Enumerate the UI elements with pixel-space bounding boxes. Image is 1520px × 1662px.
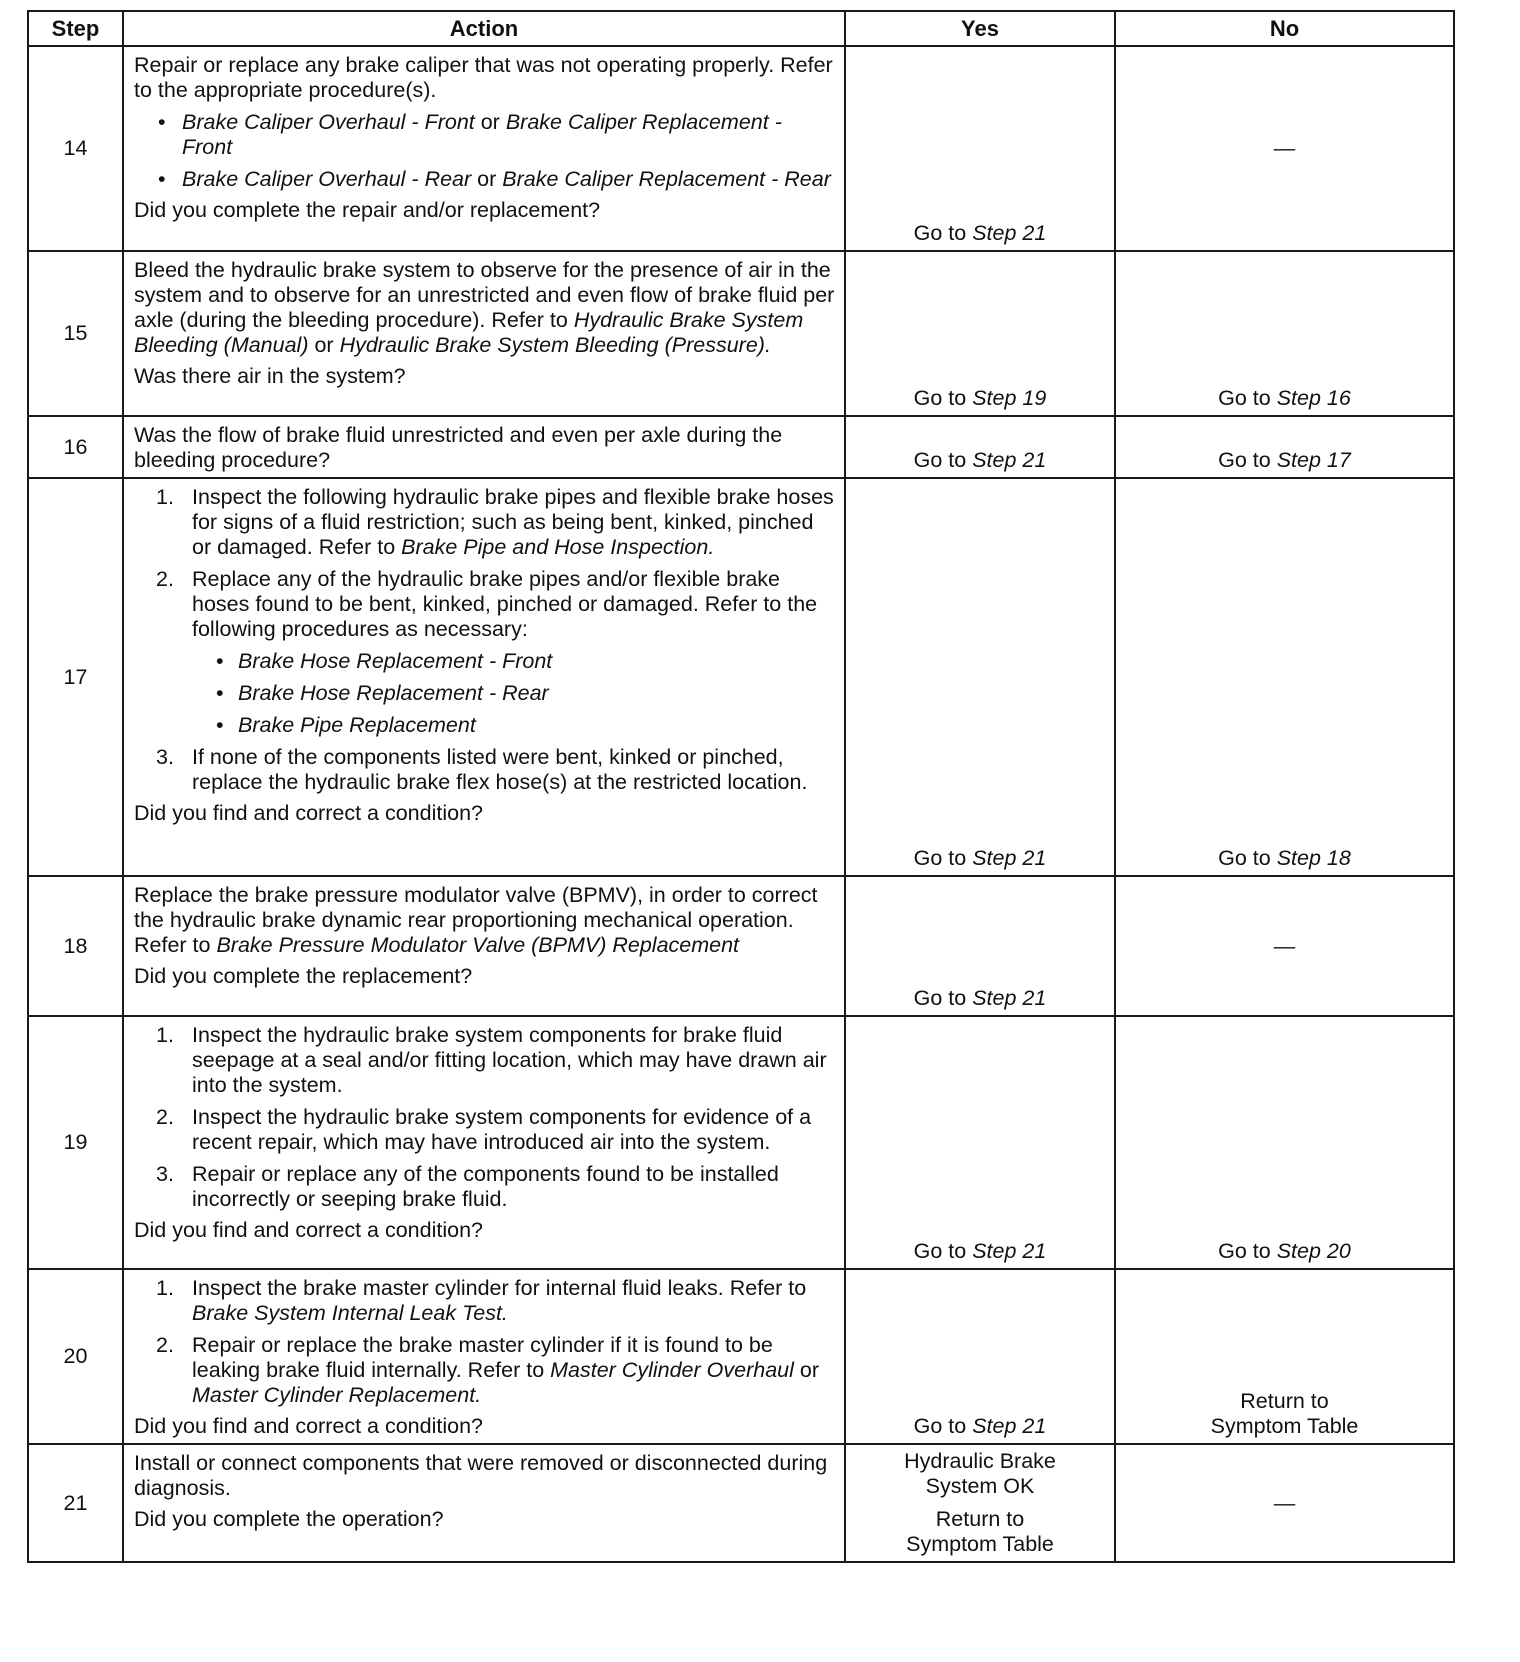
action-cell	[123, 251, 845, 416]
diagnostic-table	[27, 10, 1455, 1563]
not-applicable-dash: —	[1273, 1490, 1296, 1515]
action-text: Bleed the hydraulic brake system to observe for the presence of air in the system and to observe for an unrestricted and even flow of brake fluid per axle (during the bleeding procedure). Refer to Hydraulic Brake System Bleeding (Manual) or Hydraulic Brake System Bleeding (Pressure).	[134, 258, 835, 357]
no-cell: Go to Step 20	[1115, 1016, 1454, 1269]
table-row-step-15	[28, 251, 1454, 416]
not-applicable-dash: —	[1273, 933, 1296, 958]
no-line: Return to	[1240, 1389, 1329, 1413]
step-number: 20	[28, 1269, 123, 1444]
yes-cell: Go to Step 21	[845, 416, 1115, 478]
table-row-step-16	[28, 416, 1454, 478]
numbered-item: 2. Replace any of the hydraulic brake pipes and/or flexible brake hoses found to be bent, kinked, pinched or damaged. Refer to the following procedures as necessary:	[156, 567, 818, 641]
step-number: 15	[28, 251, 123, 416]
step-number: 18	[28, 876, 123, 1016]
procedure-bullet: • Brake Hose Replacement - Rear	[134, 681, 836, 706]
yes-cell: Go to Step 21	[845, 876, 1115, 1016]
yes-line: System OK	[925, 1474, 1035, 1498]
no-cell	[1115, 46, 1454, 251]
action-cell	[123, 876, 845, 1016]
table-row-step-14	[28, 46, 1454, 251]
action-question: Did you find and correct a condition?	[134, 1218, 483, 1242]
header-step: Step	[28, 11, 123, 46]
action-question: Was the flow of brake fluid unrestricted and even per axle during the bleeding procedure?	[134, 423, 783, 472]
action-question: Did you complete the replacement?	[134, 964, 473, 988]
action-question: Did you complete the repair and/or replacement?	[134, 198, 601, 222]
table-row-step-18	[28, 876, 1454, 1016]
step-number: 14	[28, 46, 123, 251]
action-cell	[123, 416, 845, 478]
yes-cell: Go to Step 21	[845, 46, 1115, 251]
action-question: Did you find and correct a condition?	[134, 1414, 483, 1438]
step-number: 16	[28, 416, 123, 478]
numbered-item: 1. Inspect the following hydraulic brake pipes and flexible brake hoses for signs of a fluid restriction; such as being bent, kinked, pinched or damaged. Refer to Brake Pipe and Hose Inspection.	[156, 485, 834, 559]
action-question: Was there air in the system?	[134, 364, 406, 388]
yes-line: Return to	[935, 1507, 1025, 1531]
table-row-step-21	[28, 1444, 1454, 1562]
action-cell	[123, 1016, 845, 1269]
yes-cell	[845, 1444, 1115, 1562]
no-cell: Go to Step 18	[1115, 478, 1454, 876]
step-number: 21	[28, 1444, 123, 1562]
numbered-item: 3. Repair or replace any of the components found to be installed incorrectly or seeping brake fluid.	[156, 1162, 779, 1211]
action-cell	[123, 1444, 845, 1562]
yes-cell: Go to Step 21	[845, 1269, 1115, 1444]
header-yes: Yes	[845, 11, 1115, 46]
table-row-step-19	[28, 1016, 1454, 1269]
no-cell: Go to Step 16	[1115, 251, 1454, 416]
header-action: Action	[123, 11, 845, 46]
step-number: 17	[28, 478, 123, 876]
action-question: Did you find and correct a condition?	[134, 801, 483, 825]
no-cell	[1115, 1269, 1454, 1444]
yes-line: Symptom Table	[906, 1532, 1054, 1556]
step-number: 19	[28, 1016, 123, 1269]
numbered-item: 2. Inspect the hydraulic brake system components for evidence of a recent repair, which may have introduced air into the system.	[156, 1105, 812, 1154]
table-row-step-20	[28, 1269, 1454, 1444]
yes-cell: Go to Step 19	[845, 251, 1115, 416]
yes-cell: Go to Step 21	[845, 1016, 1115, 1269]
header-row	[28, 11, 1454, 46]
no-cell	[1115, 876, 1454, 1016]
procedure-bullet: • Brake Pipe Replacement	[134, 713, 836, 738]
action-cell	[123, 46, 845, 251]
no-cell	[1115, 1444, 1454, 1562]
numbered-item: 3. If none of the components listed were bent, kinked or pinched, replace the hydraulic brake flex hose(s) at the restricted location.	[156, 745, 808, 794]
no-cell: Go to Step 17	[1115, 416, 1454, 478]
no-line: Symptom Table	[1210, 1414, 1359, 1438]
header-no: No	[1115, 11, 1454, 46]
action-text: Install or connect components that were removed or disconnected during diagnosis.	[134, 1451, 828, 1500]
numbered-item: 2. Repair or replace the brake master cylinder if it is found to be leaking brake fluid internally. Refer to Master Cylinder Overhaul or Master Cylinder Replacement.	[156, 1333, 819, 1407]
yes-cell: Go to Step 21	[845, 478, 1115, 876]
procedure-bullet: • Brake Caliper Overhaul - Rear or Brake Caliper Replacement - Rear	[134, 167, 836, 192]
action-cell	[123, 1269, 845, 1444]
action-cell	[123, 478, 845, 876]
action-question: Did you complete the operation?	[134, 1507, 444, 1531]
numbered-item: 1. Inspect the brake master cylinder for internal fluid leaks. Refer to Brake System Internal Leak Test.	[156, 1276, 807, 1325]
procedure-bullet: • Brake Caliper Overhaul - Front or Brake Caliper Replacement - Front	[134, 110, 836, 160]
action-intro: Repair or replace any brake caliper that was not operating properly. Refer to the appropriate procedure(s).	[134, 53, 833, 102]
numbered-item: 1. Inspect the hydraulic brake system components for brake fluid seepage at a seal and/or fitting location, which may have drawn air into the system.	[156, 1023, 827, 1097]
not-applicable-dash: —	[1273, 136, 1296, 160]
yes-line: Hydraulic Brake	[904, 1449, 1056, 1473]
table-row-step-17	[28, 478, 1454, 876]
procedure-bullet: • Brake Hose Replacement - Front	[134, 649, 836, 674]
action-text: Replace the brake pressure modulator valve (BPMV), in order to correct the hydraulic brake dynamic rear proportioning mechanical operation. Refer to Brake Pressure Modulator Valve (BPMV) Replacement	[134, 883, 818, 957]
